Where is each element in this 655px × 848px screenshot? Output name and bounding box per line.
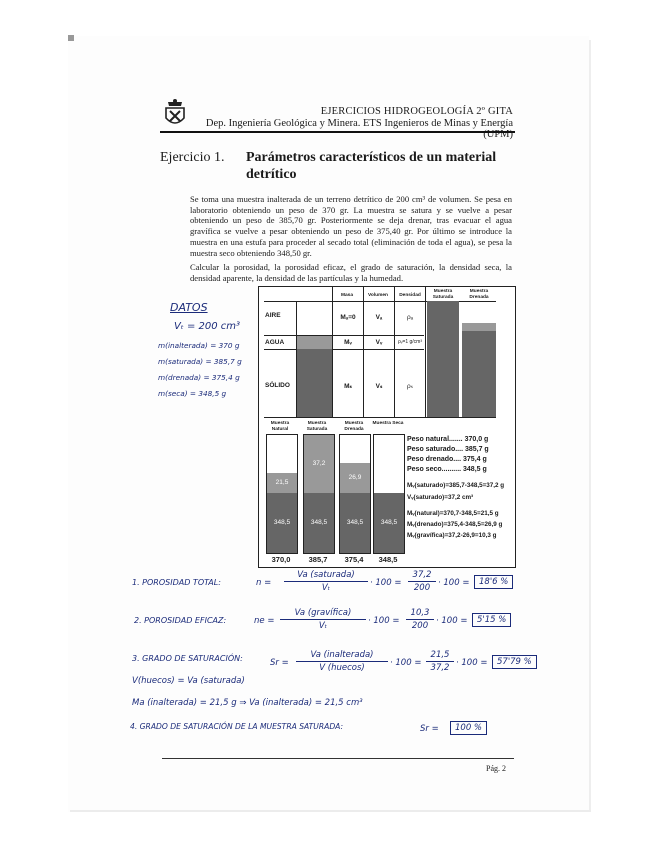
- hw-n-symbol: n =: [256, 578, 272, 588]
- grid-line: [394, 287, 395, 417]
- phase-water-band: [297, 336, 332, 349]
- hw-datos-volume: Vₜ = 200 cm³: [174, 321, 241, 332]
- document-title: EJERCICIOS HIDROGEOLOGÍA 2º GITA: [320, 106, 513, 117]
- hw-fraction-3: [296, 650, 388, 673]
- hw-result-porosidad-eficaz: 5'15 %: [472, 613, 511, 627]
- phase-diagram-figure: [258, 286, 516, 568]
- bar-label-drenada: Muestra Drenada: [344, 421, 364, 432]
- info-mw-saturado: Mᵥ(saturado)=385,7-348,5=37,2 g: [407, 482, 505, 489]
- grid-line: [264, 417, 496, 418]
- hw-note-huecos: V(huecos) = Va (saturada): [132, 676, 245, 686]
- hw-fraction-3-den: V (huecos): [319, 663, 365, 673]
- bar-total-saturada: 385,7: [308, 555, 328, 564]
- bar-seca: [373, 434, 405, 554]
- info-mw-drenado: Mᵥ(drenado)=375,4-348,5=26,9 g: [407, 521, 503, 528]
- info-mw-natural: Mᵥ(natural)=370,7-348,5=21,5 g: [407, 510, 499, 517]
- col-header-densidad: Densidad: [399, 293, 421, 298]
- bar-drenada-solid: 348,5: [340, 493, 370, 553]
- bar-total-seca: 348,5: [378, 555, 398, 564]
- bar-saturada-water: 37,2: [304, 435, 334, 493]
- hw-datos-seca: m(seca) = 348,5 g: [158, 389, 227, 398]
- cell-masa-solido: Mₛ: [344, 383, 352, 390]
- cell-densidad-solido: ρₛ: [406, 383, 414, 390]
- department-subtitle: Dep. Ingeniería Geológica y Minera. ETS Ingenieros de Minas y Energía (UPM): [205, 118, 513, 140]
- hw-mult-3b: · 100 =: [456, 658, 488, 668]
- hw-fraction-2b: [406, 608, 434, 631]
- hw-result-grado-saturacion: 57'79 %: [492, 655, 537, 669]
- info-peso-saturado: Peso saturado.... 385,7 g: [407, 446, 489, 453]
- bar-saturada-solid: 348,5: [304, 493, 334, 553]
- hw-fraction-3-num: Va (inalterada): [310, 650, 374, 660]
- university-crest-icon: [162, 98, 188, 128]
- bar-drenada: [339, 434, 371, 554]
- hw-result-porosidad-total: 18'6 %: [474, 575, 513, 589]
- exercise-title: Parámetros característicos de un material detrítico: [246, 150, 497, 182]
- hw-fraction-2: [280, 608, 366, 631]
- problem-statement: Se toma una muestra inalterada de un terreno detrítico de 200 cm³ de volumen. Se pesa en laboratorio obteniendo un peso de 370 gr. La muestra se satura y se vuelve a pesar obteniendo un peso de 385,70 gr. Posteriormente se deja drenar, tras evacuar el agua gravífica se vuelve a pesar obteniendo un peso de 375,40 gr. Por último se introduce la muestra en una estufa para proceder al secado total (eliminación de toda el agua), se pesa la muestra seco obteniendo 348,50 gr.: [190, 194, 512, 258]
- hw-datos-saturada: m(saturada) = 385,7 g: [158, 357, 242, 366]
- hw-fraction-1: [284, 570, 368, 593]
- bar-drenada-water: 26,9: [340, 463, 370, 493]
- row-label-solido: SÓLIDO: [265, 382, 290, 389]
- hw-fraction-1-den: Vₜ: [321, 583, 331, 593]
- hw-porosidad-total-label: 1. POROSIDAD TOTAL:: [132, 578, 221, 587]
- bar-natural-solid: 348,5: [267, 493, 297, 553]
- drained-column-solid: [462, 331, 496, 417]
- scan-corner-mark: [68, 35, 74, 41]
- bar-label-natural: Muestra Natural: [270, 421, 290, 432]
- hw-datos-title: DATOS: [170, 301, 208, 314]
- bar-natural: [266, 434, 298, 554]
- grid-line: [264, 349, 424, 350]
- col-header-drenada: Muestra Drenada: [469, 289, 489, 300]
- paper-bottom-shadow: [70, 810, 591, 812]
- hw-result-saturada: 100 %: [450, 721, 487, 735]
- hw-sr-symbol-4: Sr =: [420, 724, 439, 734]
- bar-natural-water: 21,5: [267, 473, 297, 493]
- grid-line: [264, 335, 424, 336]
- hw-grado-saturacion-label: 3. GRADO DE SATURACIÓN:: [132, 654, 243, 663]
- grid-line: [332, 287, 333, 417]
- info-vw-saturado: Vᵥ(saturado)=37,2 cm³: [407, 494, 474, 501]
- hw-fraction-3b-num: 21,5: [430, 650, 450, 660]
- bar-label-seca: Muestra Seca: [372, 421, 404, 426]
- saturated-column: [427, 301, 459, 417]
- hw-mult-3: · 100 =: [390, 658, 422, 668]
- hw-fraction-2-den: Vₜ: [318, 621, 328, 631]
- row-label-agua: AGUA: [265, 339, 285, 346]
- grid-line: [363, 287, 364, 417]
- cell-densidad-aire: ρₐ: [406, 314, 414, 321]
- hw-fraction-2b-den: 200: [411, 621, 429, 631]
- exercise-number: Ejercicio 1.: [160, 150, 225, 165]
- bar-seca-solid: 348,5: [374, 493, 404, 553]
- grid-line: [264, 301, 496, 302]
- cell-volumen-solido: Vₛ: [375, 383, 383, 390]
- info-peso-drenado: Peso drenado.... 375,4 g: [407, 456, 487, 463]
- hw-datos-inalterada: m(inalterada) = 370 g: [158, 341, 240, 350]
- hw-mult-1b: · 100 =: [438, 578, 470, 588]
- hw-fraction-3b-den: 37,2: [430, 663, 450, 673]
- info-peso-seco: Peso seco.......... 348,5 g: [407, 466, 487, 473]
- hw-fraction-1b-num: 37,2: [412, 570, 432, 580]
- hw-fraction-2-num: Va (gravífica): [294, 608, 352, 618]
- cell-volumen-aire: Vₐ: [375, 314, 383, 321]
- hw-fraction-3b: [426, 650, 454, 673]
- hw-fraction-1-num: Va (saturada): [297, 570, 355, 580]
- col-header-volumen: Volumen: [368, 293, 388, 298]
- cell-masa-agua: Mᵥ: [344, 339, 352, 346]
- hw-fraction-1b: [408, 570, 436, 593]
- hw-mult-1: · 100 =: [370, 578, 402, 588]
- hw-note-inalterada: Ma (inalterada) = 21,5 g ⇒ Va (inalterada) = 21,5 cm³: [132, 698, 363, 708]
- hw-mult-2: · 100 =: [368, 616, 400, 626]
- hw-ne-symbol: ne =: [254, 616, 275, 626]
- bar-label-saturada: Muestra Saturada: [306, 421, 328, 432]
- grid-line: [425, 287, 426, 417]
- row-label-aire: AIRE: [265, 312, 281, 319]
- hw-fraction-2b-num: 10,3: [410, 608, 430, 618]
- hw-porosidad-eficaz-label: 2. POROSIDAD EFICAZ:: [134, 616, 227, 625]
- hw-datos-drenada: m(drenada) = 375,4 g: [158, 373, 240, 382]
- header-rule: [160, 131, 515, 133]
- info-peso-natural: Peso natural....... 370,0 g: [407, 436, 489, 443]
- bar-total-drenada: 375,4: [344, 555, 364, 564]
- drained-column-water: [462, 323, 496, 331]
- paper-edge-shadow: [589, 40, 591, 810]
- problem-question: Calcular la porosidad, la porosidad eficaz, el grado de saturación, la densidad seca, la densidad aparente, la densidad de las partículas y la humedad.: [190, 262, 512, 283]
- hw-fraction-1b-den: 200: [413, 583, 431, 593]
- hw-sr-symbol: Sr =: [270, 658, 289, 668]
- bar-saturada: [303, 434, 335, 554]
- hw-mult-2b: · 100 =: [436, 616, 468, 626]
- col-header-masa: Masa: [341, 293, 353, 298]
- hw-grado-saturacion-saturada-label: 4. GRADO DE SATURACIÓN DE LA MUESTRA SATURADA:: [130, 722, 344, 731]
- cell-volumen-agua: Vᵥ: [375, 339, 383, 346]
- footer-rule: [162, 758, 514, 759]
- page-number: Pág. 2: [486, 764, 506, 773]
- info-mw-gravifica: Mᵥ(gravífica)=37,2-26,9=10,3 g: [407, 532, 497, 539]
- col-header-saturada: Muestra Saturada: [432, 289, 454, 300]
- bar-total-natural: 370,0: [271, 555, 291, 564]
- cell-masa-aire: Mₐ=0: [340, 314, 356, 321]
- cell-densidad-agua: ρᵥ=1 g/cm³: [397, 339, 423, 345]
